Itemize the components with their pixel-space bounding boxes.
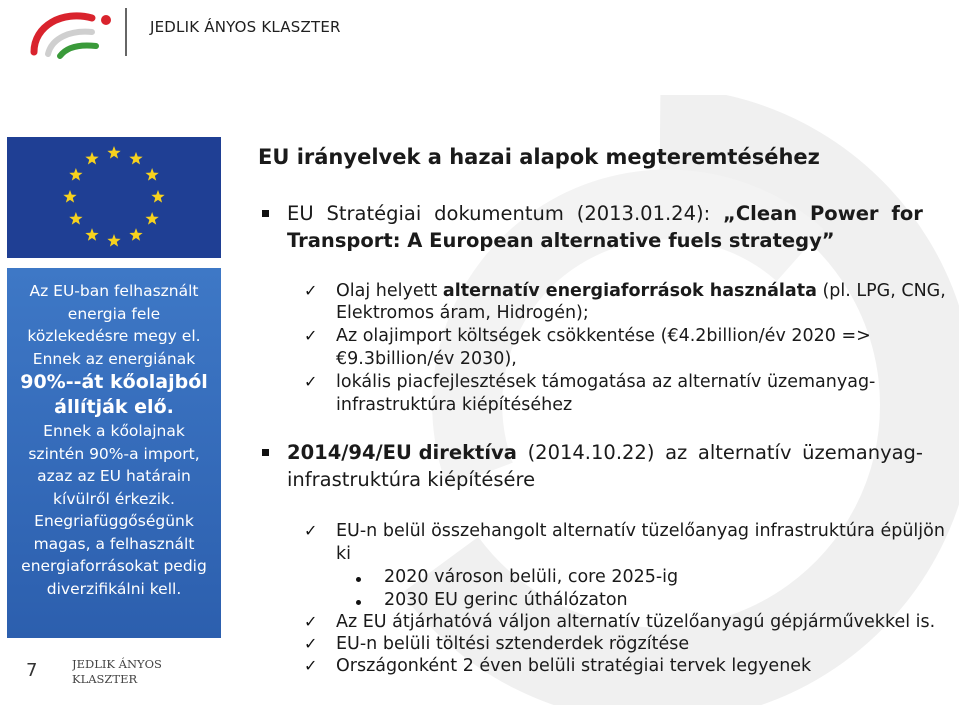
word: dokumentum [434, 202, 564, 225]
eu-star-icon [129, 228, 142, 241]
panel-text: magas, a felhasznált [33, 534, 195, 553]
round-bullet-icon [356, 577, 361, 582]
checkmark-icon: ✓ [304, 326, 318, 345]
header-title: JEDLIK ÁNYOS KLASZTER [150, 18, 341, 36]
eu-star-icon [85, 228, 98, 241]
slide-title: EU irányelvek a hazai alapok megteremtéséhez [258, 145, 820, 169]
eu-star-icon [69, 168, 82, 181]
panel-text: Ennek a kőolajnak [43, 422, 185, 440]
word: for [891, 202, 923, 225]
check-item: infrastruktúra kiépítéséhez [336, 395, 573, 415]
bullet-line: Transport: A European alternative fuels strategy” [287, 229, 835, 252]
panel-text: diverzifikálni kell. [46, 579, 182, 598]
eu-star-icon [151, 190, 164, 203]
word: Stratégiai [326, 202, 422, 225]
footer-logo [72, 655, 172, 687]
text-bold: alternatív energiaforrások használata [442, 281, 817, 301]
check-item: lokális piacfejlesztések támogatása az alternatív üzemanyag- [336, 372, 876, 392]
word: (2014.10.22) [527, 441, 655, 464]
panel-text: Ennek az energiának [32, 349, 196, 368]
panel-text: energiaforrásokat pedig [21, 557, 207, 575]
bullet-line [287, 202, 923, 225]
check-item: Elektromos áram, Hidrogén); [336, 303, 589, 323]
check-item: Országonként 2 éven belüli stratégiai tervek legyenek [336, 656, 812, 676]
eu-star-icon [69, 212, 82, 225]
word: EU [287, 202, 314, 225]
text: Olaj helyett [336, 281, 443, 301]
eu-star-icon [145, 168, 158, 181]
sub-item: 2030 EU gerinc úthálózaton [384, 590, 628, 610]
check-item: Az EU átjárhatóvá váljon alternatív tüzelőanyagú gépjárművekkel is. [336, 612, 936, 632]
eu-star-icon [107, 146, 120, 159]
footer-logo-line1: JEDLIK ÁNYOS [72, 657, 162, 671]
checkmark-icon: ✓ [304, 281, 318, 300]
directive-name: 2014/94/EU direktíva [287, 441, 517, 464]
panel-text: szintén 90%-a import, [28, 444, 200, 463]
checkmark-icon: ✓ [304, 372, 318, 391]
panel-text: Az EU-ban felhasznált [29, 282, 199, 300]
panel-text: Enegriafüggőségünk [34, 512, 194, 530]
eu-star-icon [107, 234, 120, 247]
check-item: €9.3billion/év 2030), [336, 349, 517, 369]
check-item [336, 281, 946, 301]
page-number: 7 [26, 660, 38, 681]
word: az [665, 441, 688, 464]
check-item: ki [336, 544, 351, 564]
eu-star-icon [129, 152, 142, 165]
bullet-line [287, 441, 923, 464]
word: (2013.01.24): [576, 202, 711, 225]
eu-star-icon [85, 152, 98, 165]
eu-star-icon [63, 190, 76, 203]
word: üzemanyag- [802, 441, 923, 464]
square-bullet-icon [262, 210, 269, 217]
round-bullet-icon [356, 600, 361, 605]
jedlik-logo-icon [20, 4, 132, 60]
panel-text: azaz az EU határain [37, 467, 191, 485]
panel-text: energia fele [67, 304, 161, 323]
eu-star-icon [145, 212, 158, 225]
panel-text: közlekedésre megy el. [27, 327, 201, 345]
info-panel [7, 268, 221, 638]
checkmark-icon: ✓ [304, 612, 318, 631]
check-item: EU-n belül összehangolt alternatív tüzelőanyag infrastruktúra épüljön [336, 521, 945, 541]
panel-text: kívülről érkezik. [53, 489, 175, 508]
checkmark-icon: ✓ [304, 521, 318, 540]
checkmark-icon: ✓ [304, 656, 318, 675]
word: „Clean [723, 202, 798, 225]
bullet-line: infrastruktúra kiépítésére [287, 468, 536, 491]
panel-highlight: 90%--át kőolajból [20, 371, 208, 393]
eu-flag [7, 137, 221, 258]
checkmark-icon: ✓ [304, 634, 318, 653]
check-item: EU-n belüli töltési sztenderdek rögzítése [336, 634, 690, 654]
word: Power [810, 202, 879, 225]
sub-item: 2020 városon belüli, core 2025-ig [384, 567, 679, 587]
check-item: Az olajimport költségek csökkentése (€4.2billion/év 2020 => [336, 326, 871, 346]
word: alternatív [697, 441, 792, 464]
square-bullet-icon [262, 449, 269, 456]
eu-stars-icon [7, 137, 221, 258]
footer-logo-line2: KLASZTER [72, 672, 138, 686]
panel-highlight: állítják elő. [54, 396, 174, 418]
text: (pl. LPG, CNG, [816, 281, 946, 301]
